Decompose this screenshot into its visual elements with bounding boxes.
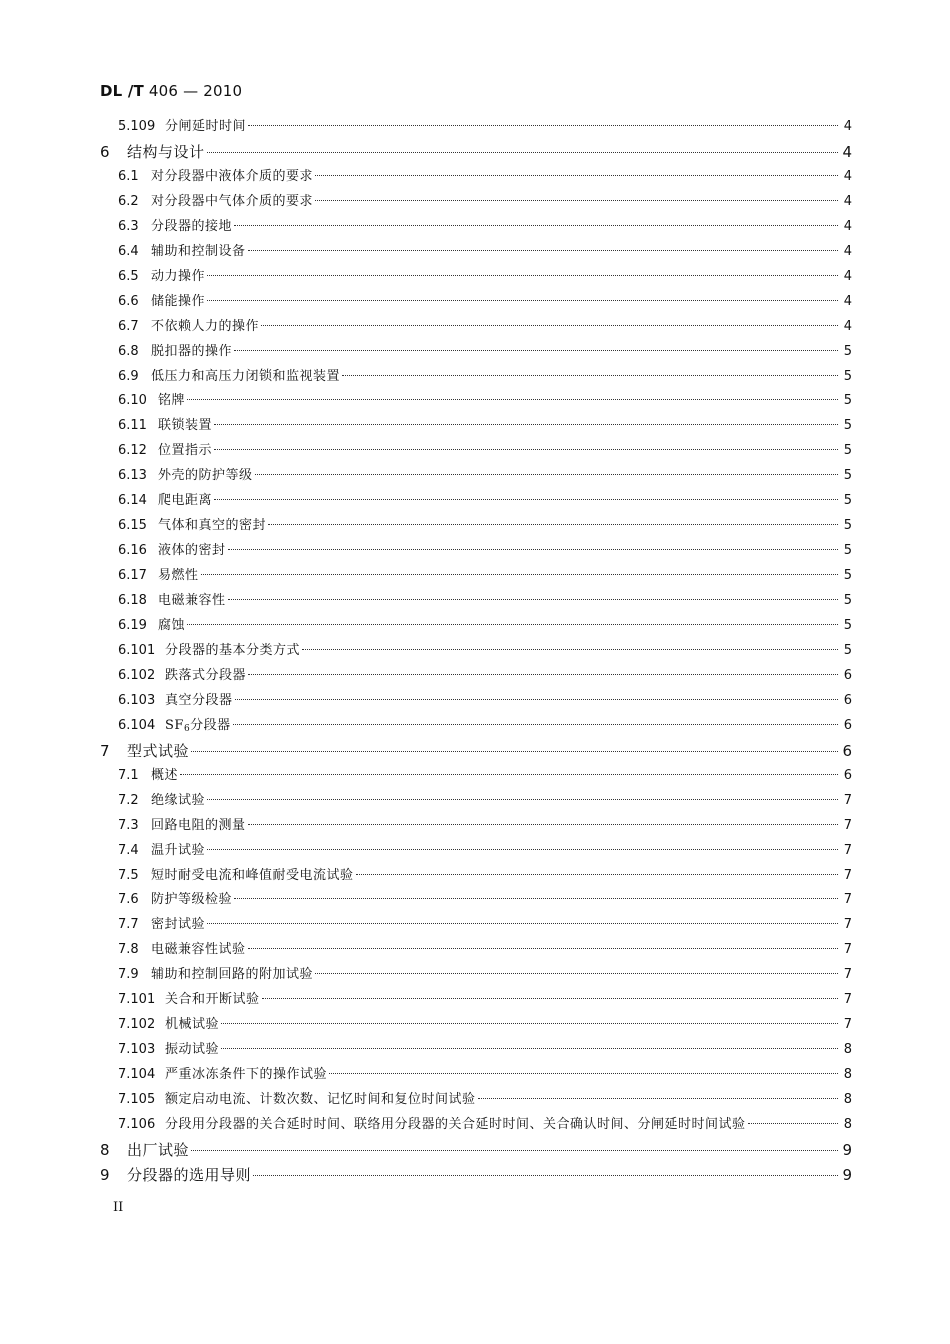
- toc-entry-number: 7.9: [118, 967, 139, 983]
- toc-entry-number: 6.103: [118, 692, 156, 708]
- toc-entry-title-text: 联锁装置: [158, 418, 213, 434]
- dot-leader: [228, 599, 838, 600]
- toc-entry-page: 7: [843, 967, 852, 983]
- toc-entry-page: 7: [843, 1017, 852, 1033]
- toc-entry-title: [158, 389, 185, 413]
- toc-entry-page: 6: [843, 767, 852, 783]
- toc-entry-title-text: 液体的密封: [158, 543, 226, 559]
- toc-entry-title: [151, 963, 313, 987]
- toc-section-entry[interactable]: [118, 1113, 852, 1137]
- toc-entry-title: [158, 589, 226, 613]
- toc-entry-page: 7: [843, 842, 852, 858]
- dot-leader: [268, 524, 838, 525]
- toc-section-entry[interactable]: [118, 764, 852, 788]
- toc-entry-page: 7: [843, 817, 852, 833]
- toc-section-entry[interactable]: [118, 539, 852, 563]
- toc-entry-page: 5: [843, 493, 852, 509]
- toc-entry-number: 7.6: [118, 892, 139, 908]
- toc-entry-title: [165, 689, 233, 713]
- toc-entry-page: 6: [843, 717, 852, 733]
- toc-entry-page: 7: [843, 917, 852, 933]
- dot-leader: [248, 824, 838, 825]
- toc-entry-title-text: 关合和开断试验: [165, 992, 260, 1008]
- toc-entry-page: 7: [843, 992, 852, 1008]
- toc-entry-number: 6.17: [118, 568, 147, 584]
- toc-entry-page: 5: [843, 443, 852, 459]
- toc-entry-number: 6.12: [118, 443, 147, 459]
- toc-chapter-entry[interactable]: [100, 140, 852, 164]
- toc-section-entry[interactable]: [118, 814, 852, 838]
- toc-entry-number: 6.18: [118, 593, 147, 609]
- dot-leader: [187, 399, 838, 400]
- toc-section-entry[interactable]: [118, 340, 852, 364]
- toc-section-entry[interactable]: [118, 514, 852, 538]
- dot-leader: [207, 300, 838, 301]
- dot-leader: [234, 898, 838, 899]
- toc-section-entry[interactable]: [118, 564, 852, 588]
- toc-section-entry[interactable]: [118, 414, 852, 438]
- toc-entry-title-text: 辅助和控制设备: [151, 243, 246, 259]
- toc-entry-title: [158, 564, 199, 588]
- toc-entry-page: 5: [843, 568, 852, 584]
- toc-entry-title-text: 分闸延时时间: [165, 119, 247, 134]
- toc-entry-page: 4: [843, 168, 852, 184]
- toc-chapter-entry[interactable]: [100, 1163, 852, 1187]
- toc-entry-title-text: 分段器的接地: [151, 218, 233, 234]
- toc-entry-page: 7: [843, 942, 852, 958]
- toc-section-entry[interactable]: [118, 938, 852, 962]
- toc-entry-title-text: 铭牌: [158, 393, 186, 409]
- dot-leader: [315, 973, 838, 974]
- toc-entry-title-text: 位置指示: [158, 443, 213, 459]
- toc-entry-title-text: 外壳的防护等级: [158, 468, 253, 484]
- toc-entry-page: 4: [843, 243, 852, 259]
- toc-entry-title-text: 防护等级检验: [151, 892, 233, 908]
- toc-entry-page: 9: [842, 1140, 852, 1159]
- toc-section-entry[interactable]: [118, 589, 852, 613]
- toc-entry-number: 6.3: [118, 218, 139, 234]
- toc-section-entry[interactable]: [118, 165, 852, 189]
- toc-entry-number: 6: [100, 142, 110, 161]
- toc-entry-title-text: 回路电阻的测量: [151, 817, 246, 833]
- toc-entry-title-text: 腐蚀: [158, 618, 186, 633]
- dot-leader: [234, 350, 838, 351]
- toc-entry-title: [165, 1013, 219, 1037]
- toc-entry-title: [165, 714, 231, 741]
- toc-entry-number: 6.8: [118, 343, 139, 359]
- toc-section-entry[interactable]: [118, 389, 852, 413]
- toc-section-entry[interactable]: [118, 215, 852, 239]
- toc-entry-number: 6.7: [118, 318, 139, 334]
- toc-entry-title: [165, 1063, 327, 1087]
- toc-entry-page: 4: [842, 142, 852, 161]
- toc-entry-title-text: 对分段器中液体介质的要求: [151, 168, 314, 184]
- toc-entry-title: [165, 639, 300, 663]
- dot-leader: [235, 699, 838, 700]
- toc-entry-title: [151, 340, 232, 364]
- toc-entry-number: 8: [100, 1140, 110, 1159]
- toc-section-entry[interactable]: [118, 1038, 852, 1062]
- toc-entry-title: [151, 839, 205, 863]
- toc-entry-number: 7.103: [118, 1042, 156, 1058]
- toc-entry-title-text: 额定启动电流、计数次数、记忆时间和复位时间试验: [165, 1092, 476, 1108]
- toc-entry-number: 6.15: [118, 518, 147, 534]
- toc-entry-page: 4: [843, 119, 852, 134]
- toc-entry-title-text: 辅助和控制回路的附加试验: [151, 967, 314, 983]
- toc-entry-number: 7.2: [118, 792, 139, 808]
- dot-leader: [248, 125, 838, 126]
- toc-entry-title-text: SF: [165, 717, 184, 733]
- toc-entry-page: 5: [843, 518, 852, 534]
- toc-section-entry[interactable]: [118, 988, 852, 1012]
- toc-entry-page: 4: [843, 293, 852, 309]
- dot-leader: [207, 275, 838, 276]
- toc-entry-title-text: 型式试验: [127, 741, 190, 760]
- toc-entry-title-text: 严重冰冻条件下的操作试验: [165, 1067, 328, 1083]
- toc-entry-title: [151, 290, 205, 314]
- toc-entry-number: 7: [100, 741, 110, 760]
- toc-entry-number: 6.4: [118, 243, 139, 259]
- toc-entry-page: 4: [843, 193, 852, 209]
- toc-entry-page: 5: [843, 618, 852, 633]
- toc-section-entry[interactable]: [118, 439, 852, 463]
- toc-entry-number: 5.109: [118, 119, 156, 134]
- dot-leader: [214, 449, 838, 450]
- toc-entry-title-text: 分段用分段器的关合延时时间、联络用分段器的关合延时时间、关合确认时间、分闸延时时间试验: [165, 1117, 746, 1132]
- toc-entry-number: 6.19: [118, 618, 147, 633]
- toc-entry-page: 8: [843, 1042, 852, 1058]
- toc-entry-title-text: 对分段器中气体介质的要求: [151, 193, 314, 209]
- toc-section-entry[interactable]: [118, 265, 852, 289]
- toc-entry-title: [151, 888, 232, 912]
- toc-section-entry[interactable]: [118, 190, 852, 214]
- toc-entry-title-subscript: 6: [183, 723, 191, 734]
- toc-entry-title-text: 绝缘试验: [151, 792, 206, 808]
- toc-entry-title: [165, 1088, 476, 1112]
- toc-entry-title-text: 储能操作: [151, 293, 206, 309]
- toc-entry-number: 7.5: [118, 867, 139, 883]
- toc-entry-title: [158, 614, 185, 638]
- toc-entry-page: 5: [843, 368, 852, 384]
- toc-chapter-entry[interactable]: [100, 1138, 852, 1162]
- toc-entry-title-text: 动力操作: [151, 268, 206, 284]
- dot-leader: [262, 998, 838, 999]
- toc-section-entry[interactable]: [118, 240, 852, 264]
- dot-leader: [478, 1098, 838, 1099]
- toc-entry-number: 6.13: [118, 468, 147, 484]
- dot-leader: [748, 1123, 838, 1124]
- dot-leader: [221, 1023, 838, 1024]
- toc-entry-title-text: 温升试验: [151, 842, 206, 858]
- toc-chapter-entry[interactable]: [100, 739, 852, 763]
- toc-entry-page: 8: [843, 1092, 852, 1108]
- toc-entry-page: 5: [843, 642, 852, 658]
- dot-leader: [214, 424, 838, 425]
- toc-entry-page: 4: [843, 318, 852, 334]
- toc-section-entry[interactable]: [118, 1063, 852, 1087]
- toc-entry-title: [165, 664, 246, 688]
- toc-entry-number: 7.106: [118, 1117, 156, 1132]
- toc-entry-title-text: 分段器的基本分类方式: [165, 642, 301, 658]
- dot-leader: [228, 549, 838, 550]
- dot-leader: [315, 200, 838, 201]
- toc-entry-number: 6.2: [118, 193, 139, 209]
- toc-section-entry[interactable]: [118, 1088, 852, 1112]
- toc-entry-title: [158, 489, 212, 513]
- toc-entry-number: 9: [100, 1165, 110, 1184]
- toc-entry-number: 7.102: [118, 1017, 156, 1033]
- toc-entry-title-text: 密封试验: [151, 917, 206, 933]
- dot-leader: [207, 799, 838, 800]
- toc-entry-title: [127, 1163, 251, 1187]
- toc-section-entry[interactable]: [118, 290, 852, 314]
- toc-entry-title: [151, 265, 205, 289]
- dot-leader: [234, 225, 838, 226]
- dot-leader: [356, 874, 838, 875]
- standard-number: 406 — 2010: [148, 82, 243, 100]
- toc-section-entry[interactable]: [118, 913, 852, 937]
- toc-entry-title: [165, 1038, 219, 1062]
- toc-entry-title: [151, 864, 354, 888]
- dot-leader: [248, 250, 838, 251]
- toc-entry-title-text: 概述: [151, 767, 179, 783]
- toc-entry-title: [151, 764, 178, 788]
- dot-leader: [302, 649, 838, 650]
- toc-entry-title: [127, 140, 205, 164]
- toc-section-entry[interactable]: [118, 864, 852, 888]
- toc-entry-title-text: 机械试验: [165, 1017, 220, 1033]
- toc-entry-page: 6: [843, 692, 852, 708]
- dot-leader: [253, 1175, 838, 1176]
- toc-entry-number: 7.1: [118, 767, 139, 783]
- toc-section-entry[interactable]: [118, 888, 852, 912]
- toc-section-entry[interactable]: [118, 464, 852, 488]
- dot-leader: [221, 1048, 838, 1049]
- toc-entry-number: 6.9: [118, 368, 139, 384]
- toc-entry-number: 6.102: [118, 667, 156, 683]
- toc-entry-title: [151, 165, 313, 189]
- toc-entry-title: [127, 1138, 189, 1162]
- toc-entry-page: 8: [843, 1067, 852, 1083]
- toc-entry-title-text: 结构与设计: [127, 142, 205, 161]
- toc-entry-number: 7.7: [118, 917, 139, 933]
- toc-entry-title: [127, 739, 189, 763]
- toc-entry-page: 6: [842, 741, 852, 760]
- dot-leader: [255, 474, 838, 475]
- toc-entry-title: [158, 539, 226, 563]
- standard-code: DL /T: [100, 82, 144, 100]
- toc-entry-title-text: 出厂试验: [127, 1140, 190, 1159]
- toc-entry-title-text: 气体和真空的密封: [158, 518, 267, 534]
- toc-entry-number: 6.14: [118, 493, 147, 509]
- toc-entry-title-text: 电磁兼容性试验: [151, 942, 246, 958]
- toc-section-entry[interactable]: [118, 689, 852, 713]
- dot-leader: [207, 152, 838, 153]
- toc-entry-title: [151, 789, 205, 813]
- toc-entry-page: 5: [843, 343, 852, 359]
- toc-entry-number: 7.3: [118, 817, 139, 833]
- dot-leader: [187, 624, 838, 625]
- toc-entry-number: 7.8: [118, 942, 139, 958]
- dot-leader: [191, 1150, 838, 1151]
- toc-entry-title-text: 振动试验: [165, 1042, 220, 1058]
- toc-entry-number: 7.101: [118, 992, 156, 1008]
- toc-entry-page: 4: [843, 268, 852, 284]
- dot-leader: [233, 724, 838, 725]
- toc-entry-title: [151, 315, 259, 339]
- toc-entry-number: 6.101: [118, 642, 156, 658]
- toc-entry-title: [151, 240, 246, 264]
- toc-section-entry[interactable]: [118, 789, 852, 813]
- dot-leader: [248, 674, 838, 675]
- toc-section-entry[interactable]: [118, 489, 852, 513]
- toc-section-entry[interactable]: [118, 714, 852, 738]
- page-number: II: [113, 1200, 124, 1215]
- toc-entry-title: [165, 1113, 746, 1137]
- toc-entry-title: [151, 215, 232, 239]
- toc-section-entry[interactable]: [118, 315, 852, 339]
- toc-entry-title-text: 不依赖人力的操作: [151, 318, 260, 334]
- toc-section-entry[interactable]: [118, 639, 852, 663]
- dot-leader: [342, 375, 838, 376]
- toc-entry-title-text: 脱扣器的操作: [151, 343, 233, 359]
- dot-leader: [329, 1073, 838, 1074]
- toc-entry-number: 6.6: [118, 293, 139, 309]
- toc-entry-title: [165, 988, 260, 1012]
- toc-entry-page: 7: [843, 892, 852, 908]
- dot-leader: [201, 574, 838, 575]
- toc-entry-page: 5: [843, 468, 852, 484]
- toc-entry-title: [151, 190, 313, 214]
- toc-entry-title: [158, 439, 212, 463]
- toc-entry-title-text: 低压力和高压力闭锁和监视装置: [151, 368, 341, 384]
- toc-entry-page: 5: [843, 393, 852, 409]
- toc-entry-number: 7.105: [118, 1092, 156, 1108]
- toc-entry-page: 6: [843, 667, 852, 683]
- toc-entry-page: 7: [843, 792, 852, 808]
- toc-entry-page: 5: [843, 418, 852, 434]
- toc-entry-number: 6.10: [118, 393, 147, 409]
- toc-entry-title-text: 真空分段器: [165, 692, 233, 708]
- toc-entry-number: 6.11: [118, 418, 147, 434]
- toc-section-entry[interactable]: [118, 963, 852, 987]
- toc-section-entry[interactable]: [118, 614, 852, 638]
- dot-leader: [315, 175, 838, 176]
- toc-entry-page: 5: [843, 593, 852, 609]
- toc-entry-page: 4: [843, 218, 852, 234]
- toc-entry-title-text: 分段器的选用导则: [127, 1165, 252, 1184]
- toc-entry-page: 8: [843, 1117, 852, 1132]
- toc-entry-number: 7.4: [118, 842, 139, 858]
- toc-entry-title-text: 爬电距离: [158, 493, 213, 509]
- toc-entry-title: [158, 414, 212, 438]
- dot-leader: [180, 774, 838, 775]
- toc-entry-title: [151, 365, 340, 389]
- toc-entry-title: [158, 464, 253, 488]
- dot-leader: [214, 499, 838, 500]
- toc-entry-title: [165, 115, 246, 139]
- toc-section-entry[interactable]: [118, 115, 852, 139]
- toc-section-entry[interactable]: [118, 1013, 852, 1037]
- toc-section-entry[interactable]: [118, 664, 852, 688]
- dot-leader: [191, 751, 838, 752]
- toc-entry-title: [151, 913, 205, 937]
- toc-entry-title-text: 电磁兼容性: [158, 593, 226, 609]
- toc-entry-number: 6.16: [118, 543, 147, 559]
- toc-entry-page: 5: [843, 543, 852, 559]
- dot-leader: [248, 948, 838, 949]
- toc-entry-title: [151, 814, 246, 838]
- toc-entry-number: 6.5: [118, 268, 139, 284]
- toc-entry-title: [158, 514, 266, 538]
- toc-entry-page: 9: [842, 1165, 852, 1184]
- toc-entry-number: 7.104: [118, 1067, 156, 1083]
- page-header: [100, 82, 242, 100]
- toc-entry-title-suffix: 分段器: [190, 717, 231, 733]
- toc-entry-number: 6.1: [118, 168, 139, 184]
- dot-leader: [261, 325, 838, 326]
- toc-section-entry[interactable]: [118, 365, 852, 389]
- toc-section-entry[interactable]: [118, 839, 852, 863]
- toc-entry-title-text: 短时耐受电流和峰值耐受电流试验: [151, 867, 354, 883]
- toc-entry-title-text: 跌落式分段器: [165, 667, 247, 683]
- dot-leader: [207, 849, 838, 850]
- toc-entry-page: 7: [843, 867, 852, 883]
- dot-leader: [207, 923, 838, 924]
- toc-entry-title-text: 易燃性: [158, 568, 199, 584]
- toc-entry-number: 6.104: [118, 717, 156, 733]
- toc-entry-title: [151, 938, 246, 962]
